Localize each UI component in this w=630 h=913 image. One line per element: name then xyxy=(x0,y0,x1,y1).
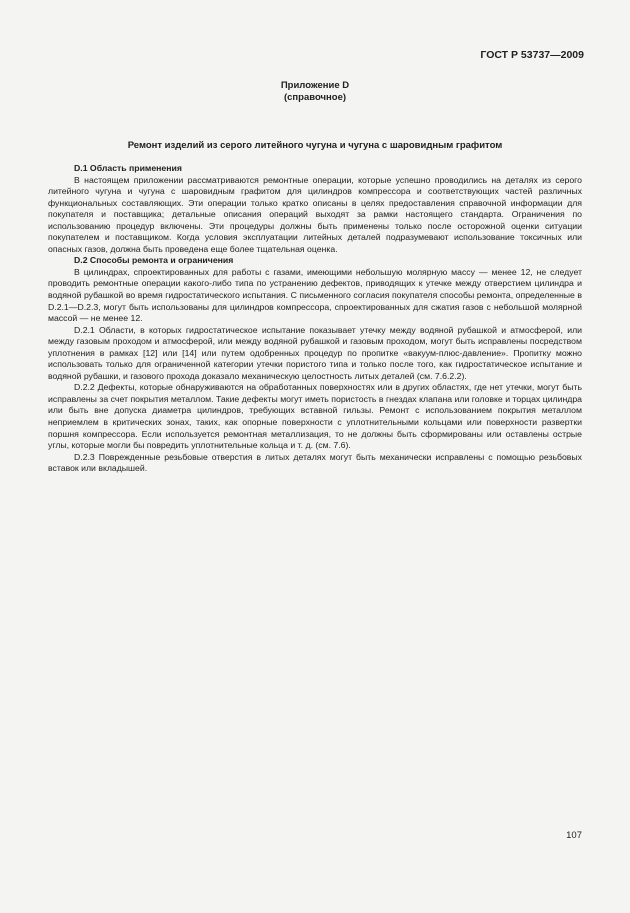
paragraph: В цилиндрах, спроектированных для работы с газами, имеющими небольшую молярную массу — менее 12, не следует проводить ремонтные операции какого-либо типа по устранению дефектов, приводящих к утечке между отверстием цилиндра и водяной рубашкой во время гидростатического испытания. С письменного согласия покупателя способы ремонта, определенные в D.2.1—D.2.3, могут быть использованы для цилиндров компрессора, спроектированных для сжатия газов с небольшой молярной массой — не менее 12. xyxy=(48,266,582,324)
paragraph: D.2.2 Дефекты, которые обнаруживаются на обработанных поверхностях или в других областях, где нет утечки, могут быть исправлены за счет покрытия металлом. Такие дефекты могут иметь пористость в гнездах клапана или головке и торцах цилиндра или быть вне допуска диаметра цилиндров, требующих вставной гильзы. Ремонт с использованием покрытия металлом неприемлем в критических зонах, таких, как опорные поверхности с уплотнительными кольцами или поверхности развертки поршня компрессора. Если используется ремонтная металлизация, то не должны быть сформированы или оставлены острые углы, которые могли бы повредить уплотнительные кольца и т. д. (см. 7.6). xyxy=(48,382,582,451)
annex-subtitle: (справочное) xyxy=(283,92,347,103)
page-number: 107 xyxy=(566,830,582,841)
document-body xyxy=(48,163,582,475)
section-heading: D.2 Способы ремонта и ограничения xyxy=(74,255,234,266)
annex-title: Приложение D xyxy=(280,80,350,91)
standard-number: ГОСТ Р 53737—2009 xyxy=(480,49,584,61)
document-title: Ремонт изделий из серого литейного чугуна и чугуна с шаровидным графитом xyxy=(127,140,503,151)
paragraph: D.2.3 Поврежденные резьбовые отверстия в литых деталях могут быть механически исправлены с помощью резьбовых вставок или вкладышей. xyxy=(48,451,582,474)
section-heading: D.1 Область применения xyxy=(74,163,182,173)
paragraph: D.2.1 Области, в которых гидростатическое испытание показывает утечку между водяной рубашкой и атмосферой, или между газовым проходом и атмосферой, или между водяной рубашкой и газовым проходом, могут быть исправлены посредством уплотнения в рамках [12] или [14] или путем одобренных процедур по пропитке «вакуум-плюс-давление». Пропитку можно использовать только для ограниченной категории утечки пористого типа и только после того, как гидростатическое испытание и водяной рубашки, и газового прохода доказало механическую целостность литых деталей (см. 7.6.2.2). xyxy=(48,324,582,381)
paragraph: В настоящем приложении рассматриваются ремонтные операции, которые успешно проводились на деталях из серого литейного чугуна и чугуна с шаровидным графитом для цилиндров компрессора и соответствующих частей различных функциональных составляющих. Эти операции только кратко описаны в целях предоставления справочной информации для покупателя и поставщика; детальные описания операций выходят за рамки настоящего стандарта. Ограничения по использованию процедур включены. Эти процедуры должны быть применены только после осторожной оценки ситуации покупателем и поставщиком. Когда условия эксплуатации литейных деталей подразумевают использование токсичных или опасных газов, должна быть проведена еще более тщательная оценка. xyxy=(48,174,582,254)
annex-heading xyxy=(0,80,630,104)
